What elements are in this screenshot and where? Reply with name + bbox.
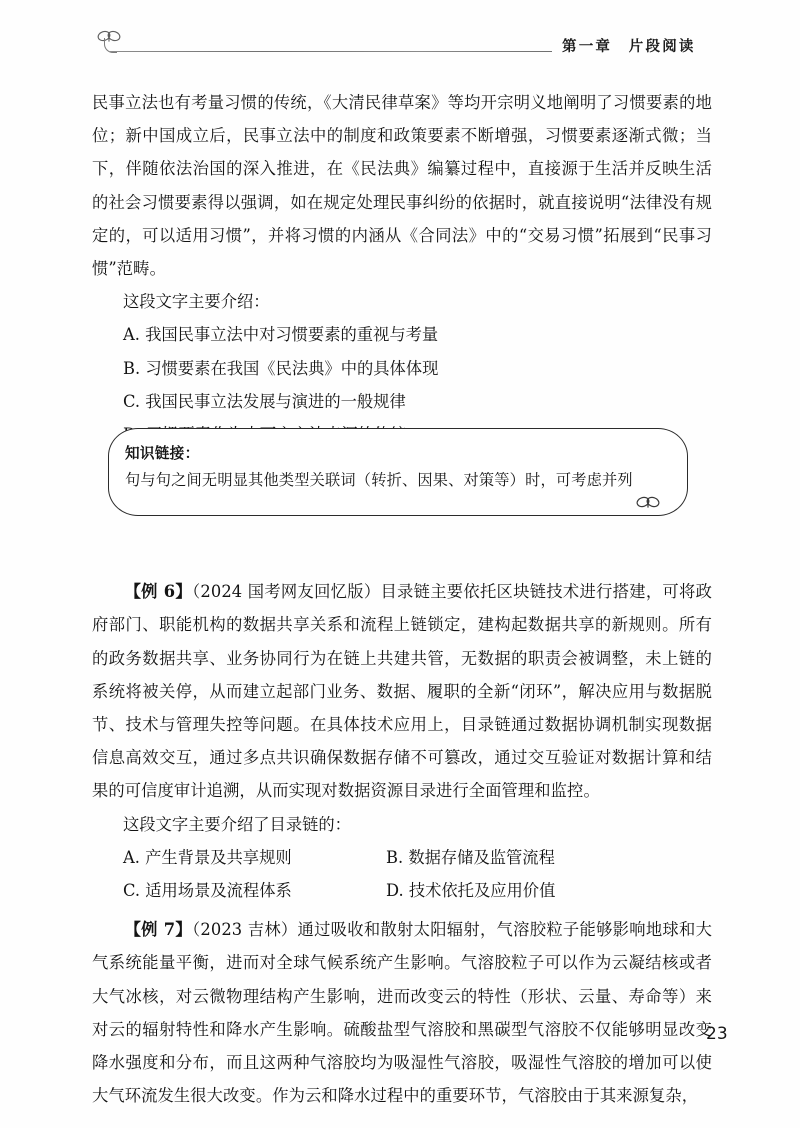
chapter-title: 第一章 片段阅读 [562, 39, 696, 55]
example-6-option-row-2 [92, 874, 712, 907]
passage-1-question-stem: 这段文字主要介绍： [123, 292, 270, 312]
example-6-option-a: A. 产生背景及共享规则 [123, 847, 292, 867]
passage-1-option-c: C. 我国民事立法发展与演进的一般规律 [123, 391, 406, 411]
callout-title: 知识链接： [125, 445, 200, 462]
knowledge-link-callout [108, 428, 688, 516]
example-7-text: 通过吸收和散射太阳辐射，气溶胶粒子能够影响地球和大气系统能量平衡，进而对全球气候系统产生影响。气溶胶粒子可以作为云凝结核或者大气冰核，对云微物理结构产生影响，进而改变云的特性（形状、云量、寿命等）来对云的辐射特性和降水产生影响。硫酸盐型气溶胶和黑碳型气溶胶不仅能够明显改变降水强度和分布，而且这两种气溶胶均为吸湿性气溶胶，吸湿性气溶胶的增加可以使大气环流发生很大改变。作为云和降水过程中的重要环节，气溶胶由于其来源复杂， [92, 920, 712, 1106]
example-6-option-d: D. 技术依托及应用价值 [386, 881, 556, 901]
callout-body [109, 429, 687, 495]
example-6-text: 目录链主要依托区块链技术进行搭建，可将政府部门、职能机构的数据共享关系和流程上链锁定，建构起数据共享的新规则。所有的政务数据共享、业务协同行为在链上共建共管，无数据的职责会被调整，未上链的系统将被关停，从而建立起部门业务、数据、履职的全新“闭环”，解决应用与数据脱节、技术与管理失控等问题。在具体技术应用上，目录链通过数据协调机制实现数据信息高效交互，通过多点共识确保数据存储不可篡改，通过交互验证对数据计算和结果的可信度审计追溯，从而实现对数据资源目录进行全面管理和监控。 [92, 582, 712, 801]
example-6-paragraph [92, 575, 712, 807]
passage-1-text: 民事立法也有考量习惯的传统，《大清民律草案》等均开宗明义地阐明了习惯要素的地位；新中国成立后，民事立法中的制度和政策要素不断增强，习惯要素逐渐式微；当下，伴随依法治国的深入推进，在《民法典》编纂过程中，直接源于生活并反映生活的社会习惯要素得以强调，如在规定处理民事纠纷的依据时，就直接说明“法律没有规定的，可以适用习惯”，并将习惯的内涵从《合同法》中的“交易习惯”拓展到“民事习惯”范畴。 [92, 93, 712, 279]
example-7-source: （2023 吉林） [191, 920, 298, 940]
passage-1-option-b: B. 习惯要素在我国《民法典》中的具体体现 [123, 358, 439, 378]
example-7-paragraph [92, 913, 712, 1112]
page-content [92, 86, 712, 1112]
example-6-option-b: B. 数据存储及监管流程 [386, 847, 555, 867]
page-header [0, 14, 800, 60]
callout-text: 句与句之间无明显其他类型关联词（转折、因果、对策等）时，可考虑并列 [125, 471, 633, 489]
example-6-marker: 【例 6】 [124, 582, 192, 602]
header-rule [110, 51, 552, 52]
passage-1-option-a: A. 我国民事立法中对习惯要素的重视与考量 [123, 325, 439, 345]
example-6-option-c: C. 适用场景及流程体系 [123, 881, 292, 901]
callout-sprout-leaf-icon [635, 495, 661, 509]
example-6-question-stem: 这段文字主要介绍了目录链的： [123, 814, 351, 834]
example-7-marker: 【例 7】 [124, 920, 192, 940]
page-number: 23 [706, 1024, 728, 1044]
example-6-source: （2024 国考网友回忆版） [191, 582, 381, 602]
example-6-option-row-1 [92, 841, 712, 874]
